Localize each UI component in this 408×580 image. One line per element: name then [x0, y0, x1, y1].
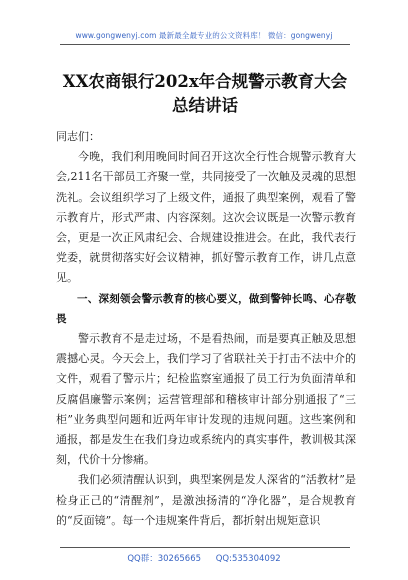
header-divider [60, 44, 350, 45]
document-body [56, 127, 356, 531]
section1-paragraph-2: 我们必须清醒认识到，典型案例是发人深省的“活教材”是检身正己的“清醒剂”，是激浊扬清的“净化器”，是合规教育的“反面镜”。每一个违规案件背后，都折射出规矩意识 [56, 473, 356, 527]
section-heading-1: 一、深刻领会警示教育的核心要义，做到警钟长鸣、心存敬畏 [56, 292, 356, 325]
section1-paragraph-1: 警示教育不是走过场，不是看热闹，而是要真正触及思想震撼心灵。今天会上，我们学习了省联社关于打击不法中介的文件，观看了警示片；纪检监察室通报了员工行为负面清单和反腐倡廉警示案例；运营管理部和稽核审计部分别通报了“三柜”业务典型问题和近两年审计发现的违规问题。这些案例和通报，都是发生在我们身边或系统内的真实事件，教训极其深刻，代价十分惨痛。 [56, 332, 356, 467]
footer-divider [60, 547, 350, 548]
intro-paragraph: 今晚，我们利用晚间时间召开这次全行性合规警示教育大会,211名干部员工齐聚一堂，共同接受了一次触及灵魂的思想洗礼。会议组织学习了上级文件，通报了典型案例，观看了警示教育片，形式严肃、内容深刻。这次会议既是一次警示教育会，更是一次正风肃纪会、合规建设推进会。在此，我代表行党委，就贯彻落实好会议精神，抓好警示教育工作，讲几点意见。 [56, 150, 356, 285]
footer-contact [0, 552, 408, 564]
salutation: 同志们： [56, 130, 100, 143]
footer-qq-group: QQ群：30265665 [127, 554, 202, 564]
document-title: XX农商银行202x年合规警示教育大会总结讲话 [62, 72, 348, 115]
footer-qq: QQ:535304092 [215, 554, 281, 564]
header-watermark: www.gongwenyj.com 最新最全最专业的公文资料库！ 微信：gongwenyj [75, 31, 333, 40]
